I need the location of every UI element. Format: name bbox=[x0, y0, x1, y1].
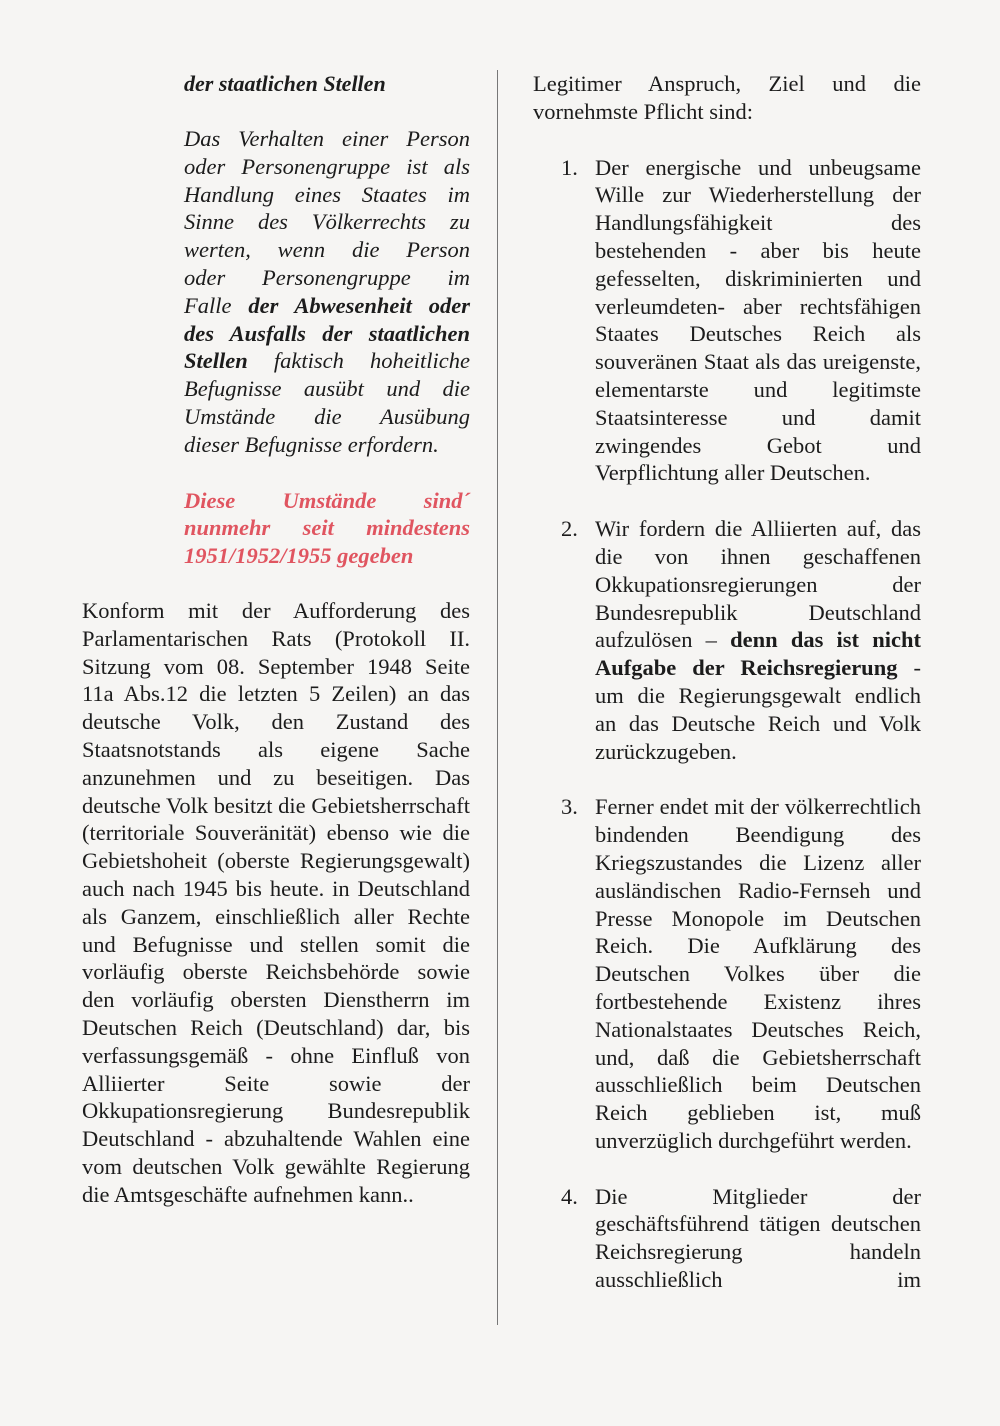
section-heading: der staatlichen Stellen bbox=[184, 71, 386, 96]
numbered-list bbox=[533, 154, 921, 1294]
list-number: 4. bbox=[561, 1183, 578, 1209]
list-item bbox=[533, 515, 921, 765]
list-number: 3. bbox=[561, 794, 578, 820]
bold-emphasis: denn das ist nicht Aufgabe der Reichsregierung bbox=[595, 627, 921, 681]
list-number: 2. bbox=[561, 516, 578, 542]
italic-paragraph: Das Verhalten einer Person oder Personengruppe ist als Handlung eines Staates im Sinne des Völkerrechts zu werten, wenn die Person oder Personengruppe im Falle der Abwesenheit oder des Ausfalls der staatlichen Stellen faktisch hoheitliche Befugnisse ausübt und die Umstände die Ausübung dieser Befugnisse erfordern. bbox=[184, 126, 470, 457]
list-item-text: Der energische und unbeugsame Wille zur Wiederherstellung der Handlungsfähigkeit des bestehenden - aber bis heute gefesselten, diskriminierten und verleumdeten- aber rechtsfähigen Staates Deutsches Reich als souveränen Staat als das ureigenste, elementarste und legitimste Staatsinteresse und damit zwingendes Gebot und Verpflichtung aller Deutschen. bbox=[595, 154, 921, 486]
list-item-text: Die Mitglieder der geschäftsführend tätigen deutschen Reichsregierung handeln ausschließlich im bbox=[595, 1183, 921, 1293]
konform-paragraph: Konform mit der Aufforderung des Parlamentarischen Rats (Protokoll II. Sitzung vom 08. September 1948 Seite 11a Abs.12 die letzten 5 Zeilen) an das deutsche Volk, den Zustand des Staatsnotstands als eigene Sache anzunehmen und zu beseitigen. Das deutsche Volk besitzt die Gebietsherrschaft (territoriale Souveränität) ebenso wie die Gebietshoheit (oberste Regierungsgewalt) auch nach 1945 bis heute. in Deutschland als Ganzem, einschließlich aller Rechte und Befugnisse und stellen somit die vorläufig oberste Reichsbehörde sowie den vorläufig obersten Dienstherrn im Deutschen Reich (Deutschland) dar, bis verfassungsgemäß - ohne Einfluß von Alliierter Seite sowie der Okkupationsregierung Bundesrepublik Deutschland - abzuhaltende Wahlen eine vom deutschen Volk gewählte Regierung die Amtsgeschäfte aufnehmen kann.. bbox=[82, 597, 470, 1207]
list-number: 1. bbox=[561, 154, 578, 180]
intro-paragraph: Legitimer Anspruch, Ziel und die vornehmste Pflicht sind: bbox=[533, 71, 921, 124]
list-item bbox=[533, 1183, 921, 1294]
column-divider bbox=[497, 70, 498, 1325]
right-column bbox=[533, 70, 921, 1322]
list-item-text: Wir fordern die Alliierten auf, das die von ihnen geschaffenen Okkupationsregierungen der Bundesrepublik Deutschland aufzulösen – denn das ist nicht Aufgabe der Reichsregierung - um die Regierungsgewalt endlich an das Deutsche Reich und Volk zurückzugeben. bbox=[595, 516, 921, 764]
list-item bbox=[533, 793, 921, 1154]
list-item bbox=[533, 154, 921, 488]
red-note: Diese Umstände sind´ nunmehr seit mindestens 1951/1952/1955 gegeben bbox=[184, 487, 470, 569]
left-column bbox=[82, 70, 470, 1208]
list-item-text: Ferner endet mit der völkerrechtlich bindenden Beendigung des Kriegszustandes die Lizenz aller ausländischen Radio-Fernseh und Presse Monopole im Deutschen Reich. Die Aufklärung des Deutschen Volkes über die fortbestehende Existenz ihres Nationalstaates Deutsches Reich, und, daß die Gebietsherrschaft ausschließlich beim Deutschen Reich geblieben ist, muß unverzüglich durchgeführt werden. bbox=[595, 794, 921, 1153]
